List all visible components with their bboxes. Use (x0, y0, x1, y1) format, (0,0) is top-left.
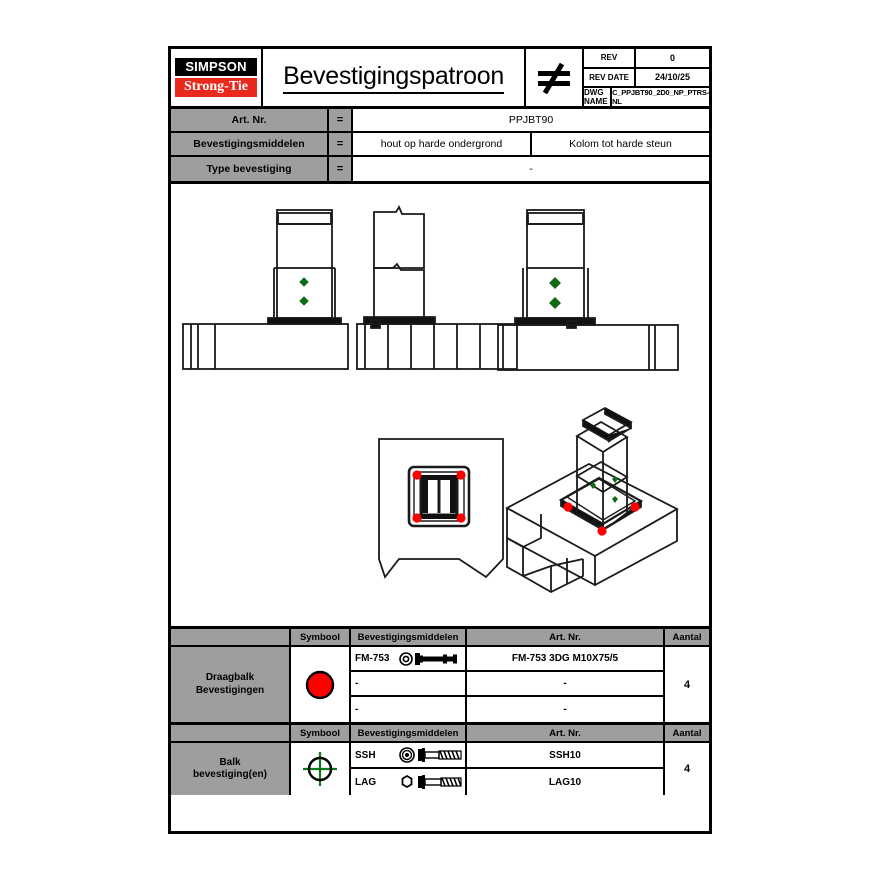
article-empty-1: - (467, 672, 663, 697)
spec-label-art-nr: Art. Nr. (171, 109, 329, 131)
spec-row-art-nr (171, 109, 709, 133)
fastener-table-header-2 (171, 725, 709, 743)
red-filled-circle-icon (303, 668, 337, 702)
spec-value-substrate: hout op harde ondergrond (353, 133, 532, 155)
fastener-code-fm753: FM-753 (355, 653, 390, 664)
not-equal-symbol-cell (526, 49, 584, 106)
fastener-row-fm753 (351, 647, 465, 672)
fastener-row-lag (351, 769, 465, 795)
dwg-name-value: C_PPJBT90_2D0_NP_PTRS-NL (612, 88, 709, 106)
hex-washer-screw-icon (399, 747, 463, 763)
drawing-area (171, 184, 709, 629)
article-column-2 (467, 743, 665, 795)
rev-label: REV (584, 49, 636, 67)
fastener-table-body-2 (171, 743, 709, 795)
row-label-balk (171, 743, 291, 795)
revision-row (584, 49, 709, 69)
fastener-table-balk (171, 725, 709, 795)
expansion-anchor-icon (399, 651, 461, 667)
header-symbol-1: Symbool (291, 629, 351, 645)
row-label-draagbalk-line1: Draagbalk (205, 672, 255, 683)
spec-value-type-bevestiging: - (353, 157, 709, 181)
fastener-row-ssh (351, 743, 465, 769)
fastener-table-header-1 (171, 629, 709, 647)
isometric-assembly-view (507, 408, 677, 592)
specification-table (171, 109, 709, 184)
rev-date-label: REV DATE (584, 69, 636, 87)
fastener-row-empty-1 (351, 672, 465, 697)
green-crosshair-circle-icon (301, 750, 339, 788)
spec-equals-0: = (329, 109, 353, 131)
drawing-title (263, 49, 526, 106)
spec-value-art-nr: PPJBT90 (353, 109, 709, 131)
not-equal-icon (534, 60, 574, 96)
drawing-title-text: Bevestigingspatroon (283, 62, 504, 94)
row-label-draagbalk-line2: Bevestigingen (195, 684, 265, 696)
article-empty-2: - (563, 704, 567, 715)
row-label-balk-line2: bevestiging(en) (193, 769, 267, 780)
spec-label-bevestigingsmiddelen: Bevestigingsmiddelen (171, 133, 329, 155)
spec-value-connection: Kolom tot harde steun (532, 133, 709, 155)
header-article-2: Art. Nr. (467, 725, 665, 741)
quantity-balk: 4 (665, 743, 709, 795)
header-spacer-1 (171, 629, 291, 645)
fastener-markers-left (300, 278, 308, 305)
elevation-view-right (498, 210, 678, 370)
rev-date-value: 24/10/25 (654, 72, 691, 83)
technical-drawing-svg (171, 184, 709, 629)
symbol-red-circle-cell (291, 647, 351, 722)
fastener-table-body-1 (171, 647, 709, 722)
header-quantity-2: Aantal (665, 725, 709, 741)
header-fastener-2: Bevestigingsmiddelen (351, 725, 467, 741)
fastener-column-1 (351, 647, 467, 722)
article-ssh10: SSH10 (467, 743, 663, 769)
spec-row-bevestigingsmiddelen (171, 133, 709, 157)
fastener-markers-right (550, 278, 560, 308)
dwg-name-label: DWG NAME (584, 88, 612, 106)
spec-row-type-bevestiging (171, 157, 709, 181)
header-fastener-1: Bevestigingsmiddelen (351, 629, 467, 645)
spec-label-type-bevestiging: Type bevestiging (171, 157, 329, 181)
lag-screw-icon (399, 774, 463, 790)
fastener-column-2 (351, 743, 467, 795)
article-fm753: FM-753 3DG M10X75/5 (467, 647, 663, 672)
logo-simpson-text: SIMPSON (175, 58, 257, 76)
fastener-code-lag: LAG (355, 776, 377, 788)
header-quantity-1: Aantal (665, 629, 709, 645)
header-symbol-2: Symbool (291, 725, 351, 741)
quantity-draagbalk: 4 (665, 647, 709, 722)
fastener-code-empty-2: - (355, 704, 359, 715)
spec-equals-2: = (329, 157, 353, 181)
row-label-balk-line1: Balk (219, 756, 241, 768)
rev-value: 0 (669, 52, 675, 63)
logo-strongtie-text: Strong-Tie (175, 78, 257, 97)
article-column-1 (467, 647, 665, 722)
simpson-strong-tie-logo (171, 49, 263, 106)
fastener-code-ssh: SSH (355, 749, 376, 761)
article-lag10: LAG10 (548, 776, 582, 788)
revision-block (584, 49, 709, 106)
row-label-draagbalk (171, 647, 291, 722)
spec-equals-1: = (329, 133, 353, 155)
base-plate-plan-view (379, 439, 503, 577)
header-spacer-2 (171, 725, 291, 741)
dwg-name-row (584, 88, 709, 106)
elevation-view-left (183, 210, 348, 369)
fastener-table-draagbalk (171, 629, 709, 725)
revision-date-row (584, 69, 709, 89)
fastener-row-empty-2 (351, 697, 465, 722)
drawing-sheet (168, 46, 712, 834)
symbol-green-crosshair-cell (291, 743, 351, 795)
title-block (171, 49, 709, 109)
header-article-1: Art. Nr. (467, 629, 665, 645)
elevation-view-center (357, 207, 517, 369)
fastener-code-empty-1: - (355, 678, 359, 689)
